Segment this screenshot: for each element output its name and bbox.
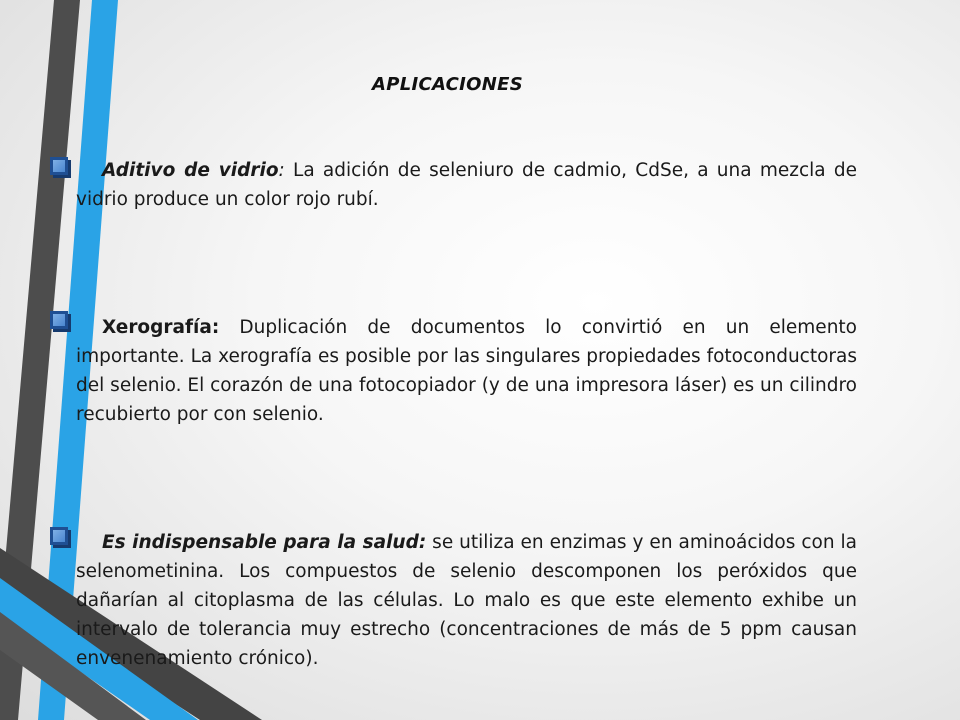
bullet-separator: : [278,160,285,181]
bullet-term: Aditivo de vidrio [102,160,279,181]
bullet-term: Es indispensable para la salud: [102,532,427,553]
bullet-body: Duplicación de documentos lo convirtió en un elemento importante. La xerografía es posible por las singulares propiedades fotoconductoras del selenio. El corazón de una fotocopiador (y de una impresora láser) es un cilindro recubierto por con selenio. [76,317,857,425]
square-bullet-icon [50,157,68,175]
slide-title: APLICACIONES [372,74,524,95]
bullet-item [76,156,857,214]
bullet-body: La adición de seleniuro de cadmio, CdSe, a una mezcla de vidrio produce un color rojo rubí. [76,160,857,210]
square-bullet-icon [50,527,68,545]
bullet-term: Xerografía: [102,317,220,338]
square-bullet-icon [50,311,68,329]
bullet-item [76,313,857,429]
bullet-item [76,528,857,673]
bullet-body: se utiliza en enzimas y en aminoácidos con la selenometinina. Los compuestos de selenio descomponen los peróxidos que dañarían al citoplasma de las células. Lo malo es que este elemento exhibe un intervalo de tolerancia muy estrecho (concentraciones de más de 5 ppm causan envenenamiento crónico). [76,532,857,669]
